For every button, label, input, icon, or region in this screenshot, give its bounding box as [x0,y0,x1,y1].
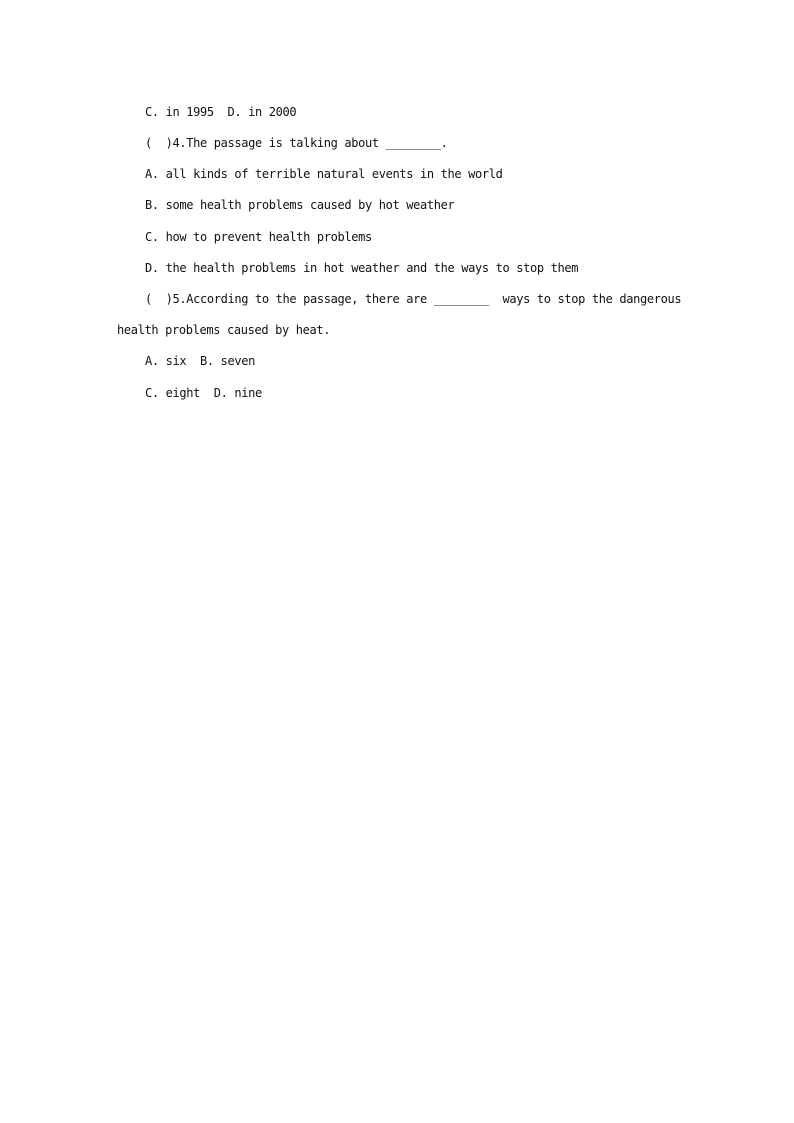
q3-options-cd: C. in 1995 D. in 2000 [145,105,297,119]
q4-option-d: D. the health problems in hot weather and the ways to stop them [145,261,579,275]
q5-options-cd: C. eight D. nine [145,386,262,400]
question-5-stem-continued: health problems caused by heat. [117,323,331,337]
q4-option-c: C. how to prevent health problems [145,230,372,244]
q4-option-a: A. all kinds of terrible natural events in the world [145,167,503,181]
question-5-stem: ( )5.According to the passage, there are ________ ways to stop the dangerous [145,292,682,306]
question-4-stem: ( )4.The passage is talking about ________. [145,136,448,150]
q5-options-ab: A. six B. seven [145,354,255,368]
q4-option-b: B. some health problems caused by hot weather [145,198,455,212]
